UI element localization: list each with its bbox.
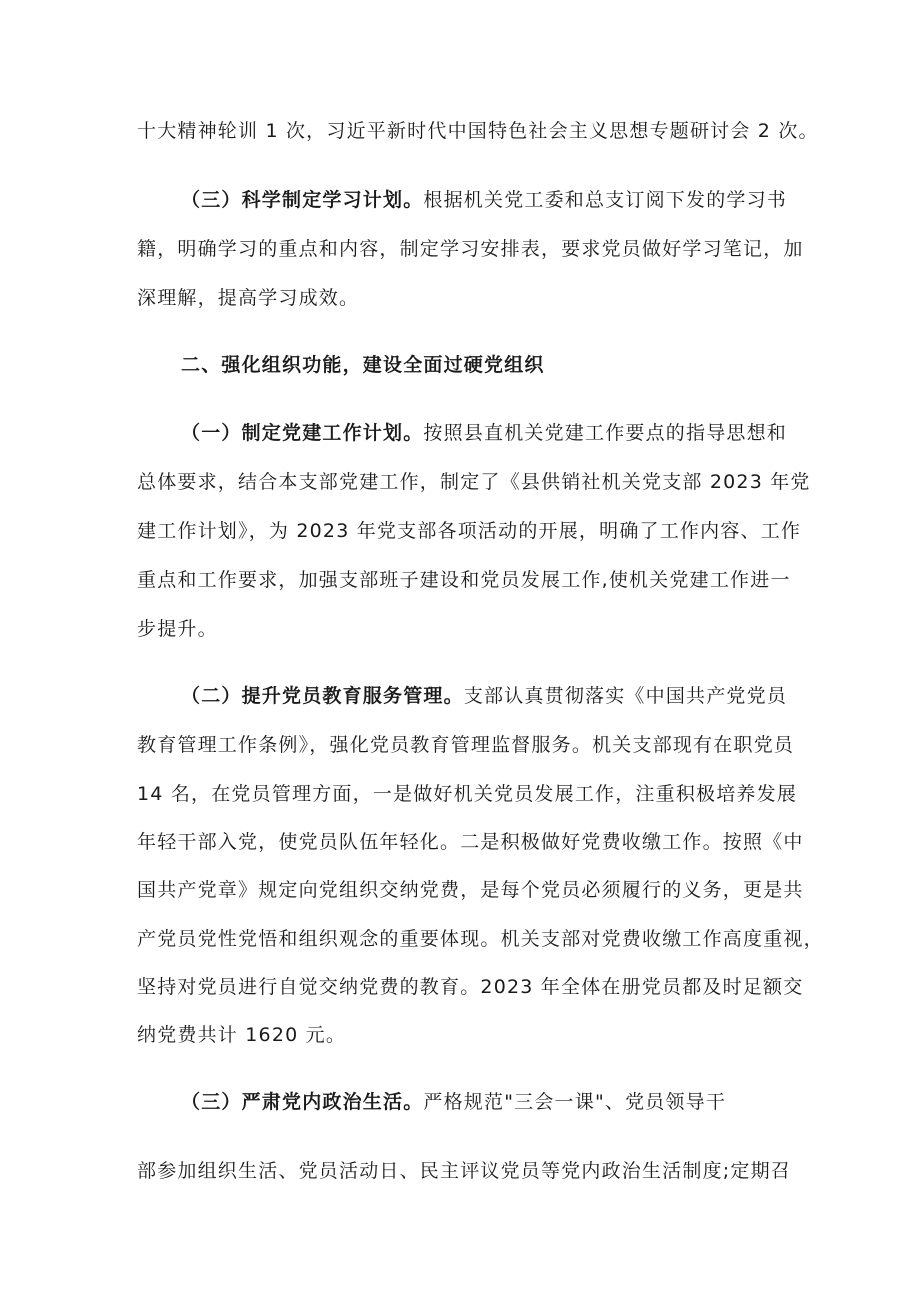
paragraph-line: 重点和工作要求，加强支部班子建设和党员发展工作,使机关党建工作进一 (137, 569, 791, 591)
paragraph-line (181, 421, 787, 445)
paragraph-line: 部参加组织生活、党员活动日、民主评议党员等党内政治生活制度;定期召 (137, 1160, 792, 1182)
paragraph-line: 十大精神轮训 1 次，习近平新时代中国特色社会主义思想专题研讨会 2 次。 (137, 120, 819, 142)
paragraph-line: 14 名，在党员管理方面，一是做好机关党员发展工作，注重积极培养发展 (137, 783, 798, 805)
paragraph-line: 纳党费共计 1620 元。 (137, 1024, 347, 1046)
paragraph-line: 产党员党性党悟和组织观念的重要体现。机关支部对党费收缴工作高度重视， (137, 928, 824, 950)
paragraph-text: 按照县直机关党建工作要点的指导思想和 (423, 422, 788, 444)
paragraph-line: 国共产党章》规定向党组织交纳党费，是每个党员必须履行的义务，更是共 (137, 879, 804, 901)
paragraph-text: 根据机关党工委和总支订阅下发的学习书 (423, 189, 788, 211)
paragraph-line: 坚持对党员进行自觉交纳党费的教育。2023 年全体在册党员都及时足额交 (137, 976, 804, 998)
paragraph-line (181, 684, 787, 708)
paragraph-line (181, 188, 787, 212)
paragraph-line: 建工作计划》，为 2023 年党支部各项活动的开展，明确了工作内容、工作 (137, 520, 802, 542)
paragraph-line: 年轻干部入党，使党员队伍年轻化。二是积极做好党费收缴工作。按照《中 (137, 831, 804, 853)
subsection-title: （二）提升党员教育服务管理。 (181, 685, 464, 707)
section-heading: 二、强化组织功能，建设全面过硬党组织 (181, 354, 545, 376)
subsection-title: （三）严肃党内政治生活。 (181, 1091, 424, 1113)
paragraph-line: 深理解，提高学习成效。 (137, 287, 360, 309)
paragraph-text: 严格规范"三会一课"、党员领导干 (423, 1091, 727, 1113)
paragraph-line: 教育管理工作条例》，强化党员教育管理监督服务。机关支部现有在职党员 (137, 734, 795, 756)
paragraph-text: 支部认真贯彻落实《中国共产党党员 (463, 685, 788, 707)
subsection-title: （三）科学制定学习计划。 (181, 189, 424, 211)
subsection-title: （一）制定党建工作计划。 (181, 422, 424, 444)
paragraph-line (181, 1090, 726, 1114)
paragraph-line: 籍，明确学习的重点和内容，制定学习安排表，要求党员做好学习笔记，加 (137, 238, 804, 260)
paragraph-line: 步提升。 (137, 618, 218, 640)
paragraph-line: 总体要求，结合本支部党建工作，制定了《县供销社机关党支部 2023 年党 (137, 471, 811, 493)
